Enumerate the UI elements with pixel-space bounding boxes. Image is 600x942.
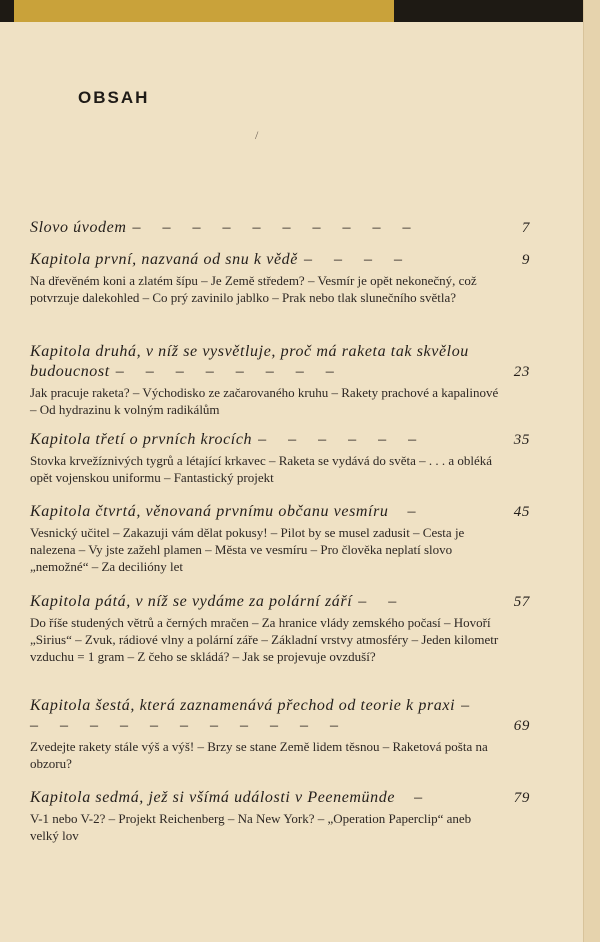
toc-heading (30, 592, 530, 612)
toc-description: V-1 nebo V-2? – Projekt Reichenberg – Na New York? – „Operation Paperclip“ aneb velký lov (30, 811, 472, 843)
leader-dashes: – – – – – – – – – – – – (30, 697, 479, 734)
toc-title: Kapitola sedmá, jež si všímá události v Peenemünde (30, 789, 396, 806)
toc-page-number: 69 (513, 718, 530, 734)
gold-edge (14, 0, 394, 22)
toc-title: Kapitola první, nazvaná od snu k vědě (30, 251, 298, 268)
page-title: OBSAH (78, 88, 150, 107)
toc-entry-chapter-7 (30, 788, 530, 844)
toc-title: Kapitola pátá, v níž se vydáme za polární září (30, 593, 353, 610)
leader-dashes: – – – – – – – – (115, 363, 343, 380)
toc-heading (30, 342, 530, 382)
toc-title: Kapitola čtvrtá, věnovaná prvnímu občanu vesmíru (30, 503, 389, 520)
toc-description: Do říše studených větrů a černých mračen – Za hranice vlády zemského počasí – Hovoří „Sirius“ – Zvuk, rádiové vlny a polární záře – Základní vrstvy atmosféry – Jeden kilometr vzduchu = 1 gram – Z čeho se skládá? – Jak se projevuje ovzduší? (30, 615, 499, 664)
toc-entry-chapter-2 (30, 342, 530, 418)
toc-page-number: 7 (521, 220, 530, 236)
toc-description: Jak pracuje raketa? – Východisko ze začarovaného kruhu – Rakety prachové a kapalinové – Od hydrazinu k volným radikálům (30, 385, 499, 417)
toc-page-number: 57 (513, 594, 530, 610)
leader-dashes: – (394, 503, 425, 520)
leader-dashes: – – – – – – – – – – (132, 219, 420, 236)
leader-dashes: – – – – – – (258, 431, 426, 448)
toc-page-number: 23 (513, 364, 530, 380)
page-edge (583, 0, 600, 942)
leader-dashes: – (401, 789, 432, 806)
toc-entry-chapter-6 (30, 696, 530, 772)
toc-page-number: 9 (521, 252, 530, 268)
toc-entry-intro (30, 218, 530, 238)
toc-heading (30, 502, 530, 522)
toc-description: Na dřevěném koni a zlatém šípu – Je Země středem? – Vesmír je opět nekonečný, což potvrzuje dalekohled – Co prý zavinilo jablko – Prak nebo tlak slunečního světla? (30, 273, 477, 305)
toc-title: Kapitola druhá, v níž se vysvětluje, proč má raketa tak skvělou budoucnost (30, 343, 469, 380)
top-binding-strip (0, 0, 600, 22)
toc-heading (30, 250, 530, 270)
toc-heading (30, 430, 530, 450)
toc-heading (30, 788, 530, 808)
toc-page-number: 35 (513, 432, 530, 448)
toc-entry-chapter-4 (30, 502, 530, 575)
toc-entry-chapter-5 (30, 592, 530, 665)
toc-description: Stovka krvežíznivých tygrů a létající krkavec – Raketa se vydává do světa – . . . a obléká opět vojenskou uniformu – Fantastický projekt (30, 453, 493, 485)
toc-title: Kapitola třetí o prvních krocích (30, 431, 253, 448)
toc-heading (30, 696, 530, 736)
toc-page-number: 79 (513, 790, 530, 806)
toc-heading (30, 218, 530, 238)
toc-page-number: 45 (513, 504, 530, 520)
leader-dashes: – – – – (303, 251, 411, 268)
toc-entry-chapter-1 (30, 250, 530, 306)
toc-description: Zvedejte rakety stále výš a výš! – Brzy se stane Země lidem těsnou – Raketová pošta na obzoru? (30, 739, 488, 771)
toc-entry-chapter-3 (30, 430, 530, 486)
toc-title: Slovo úvodem (30, 219, 127, 236)
stray-mark: / (255, 128, 259, 142)
toc-description: Vesnický učitel – Zakazuji vám dělat pokusy! – Pilot by se musel zadusit – Cesta je nalezena – Vy jste zažehl plamen – Města ve vesmíru – Pro člověka neplatí slovo „nemožné“ – Za decilióny let (30, 525, 465, 574)
toc-title: Kapitola šestá, která zaznamenává přechod od teorie k praxi (30, 697, 456, 714)
leader-dashes: – – (358, 593, 406, 610)
